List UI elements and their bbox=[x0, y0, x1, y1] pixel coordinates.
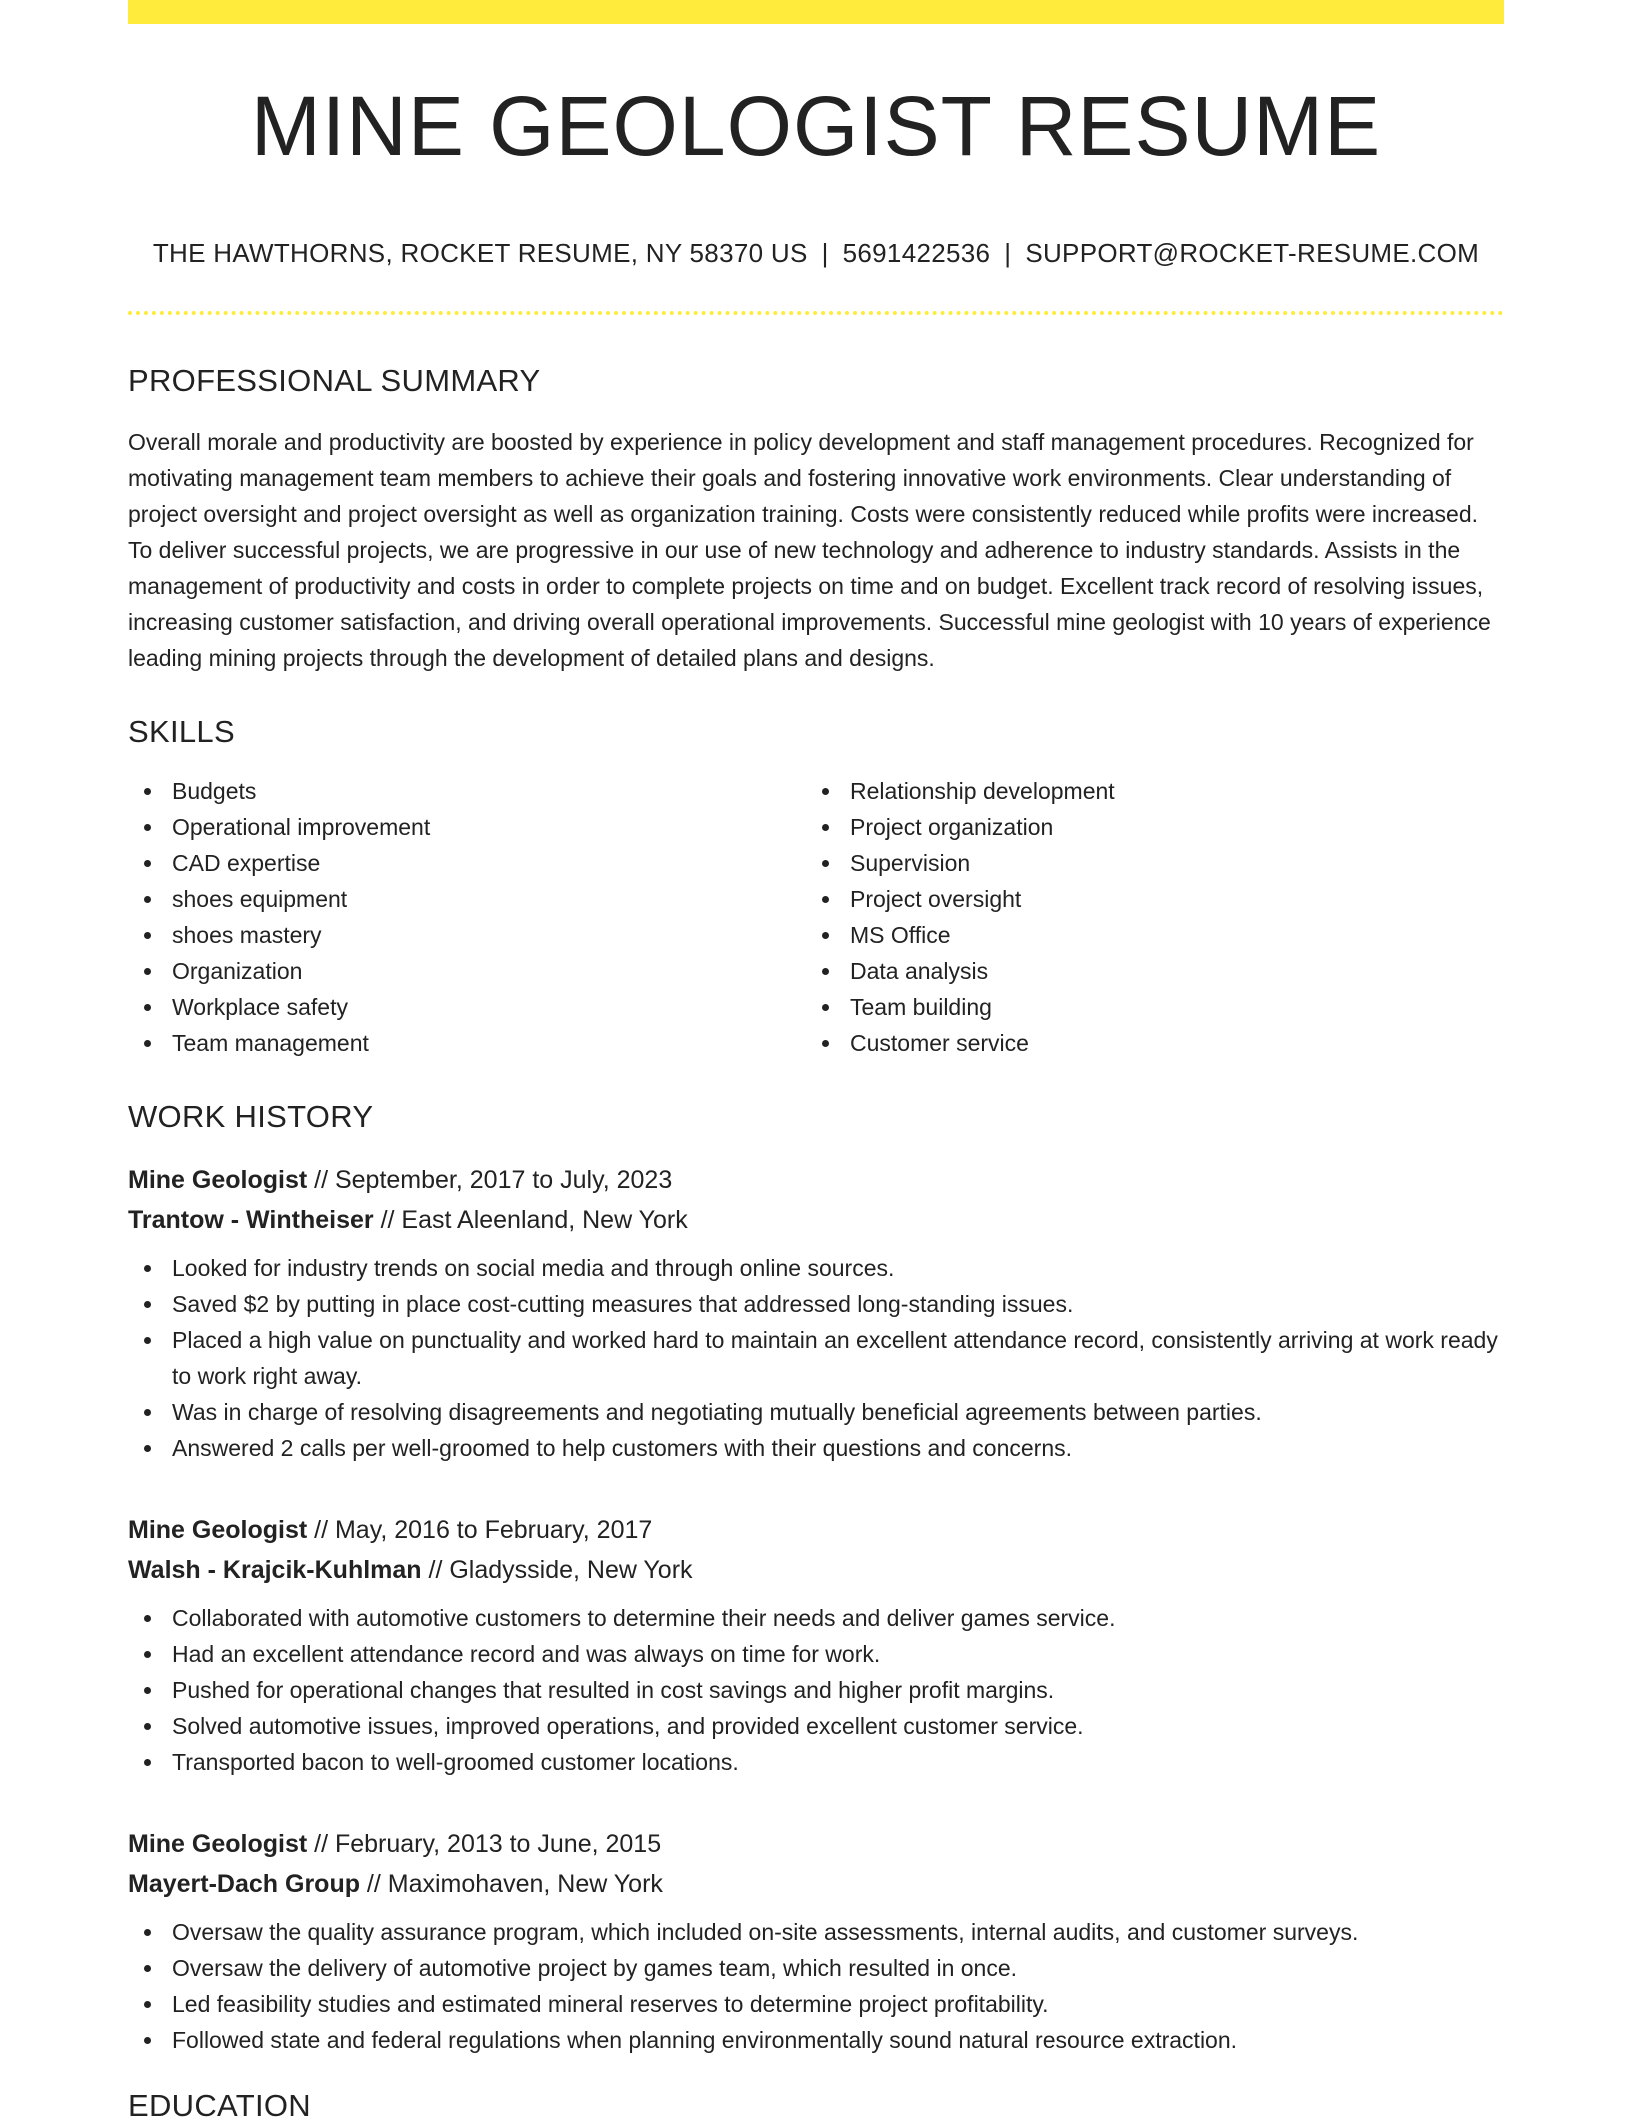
job-company-line bbox=[128, 1550, 1504, 1590]
contact-phone[interactable]: 5691422536 bbox=[842, 238, 991, 268]
job-location: // East Aleenland, New York bbox=[373, 1206, 688, 1234]
section-heading-work: WORK HISTORY bbox=[128, 1099, 374, 1134]
accent-top-bar bbox=[128, 0, 1504, 24]
skill-item: Team building bbox=[806, 989, 1484, 1025]
dotted-divider bbox=[128, 311, 1504, 315]
job-bullet: Solved automotive issues, improved operations, and provided excellent customer service. bbox=[128, 1708, 1504, 1744]
job-title-line bbox=[128, 1510, 1504, 1550]
skill-item: Relationship development bbox=[806, 773, 1484, 809]
job-bullet: Transported bacon to well-groomed customer locations. bbox=[128, 1744, 1504, 1780]
job-title-line bbox=[128, 1160, 1504, 1200]
job-bullet: Oversaw the quality assurance program, which included on-site assessments, internal audits, and customer surveys. bbox=[128, 1914, 1504, 1950]
job-company: Mayert-Dach Group bbox=[128, 1870, 360, 1898]
job-company-line bbox=[128, 1864, 1504, 1904]
skills-section bbox=[128, 716, 1504, 1061]
job-bullet: Was in charge of resolving disagreements and negotiating mutually beneficial agreements between parties. bbox=[128, 1394, 1504, 1430]
contact-email[interactable]: SUPPORT@ROCKET-RESUME.COM bbox=[1025, 238, 1480, 268]
skill-item: Customer service bbox=[806, 1025, 1484, 1061]
job-bullet: Led feasibility studies and estimated mineral reserves to determine project profitability. bbox=[128, 1986, 1504, 2022]
job-entry bbox=[128, 1824, 1504, 2058]
job-bullet: Answered 2 calls per well-groomed to help customers with their questions and concerns. bbox=[128, 1430, 1504, 1466]
job-entry bbox=[128, 1510, 1504, 1780]
job-bullet: Had an excellent attendance record and was always on time for work. bbox=[128, 1636, 1504, 1672]
skill-item: Project organization bbox=[806, 809, 1484, 845]
skill-item: Organization bbox=[128, 953, 806, 989]
job-bullet: Collaborated with automotive customers to determine their needs and deliver games service. bbox=[128, 1600, 1504, 1636]
job-entry bbox=[128, 1160, 1504, 1466]
section-heading-education: EDUCATION bbox=[128, 2088, 311, 2123]
skill-item: Supervision bbox=[806, 845, 1484, 881]
skills-columns bbox=[128, 773, 1504, 1061]
contact-address: THE HAWTHORNS, ROCKET RESUME, NY 58370 US bbox=[152, 238, 808, 268]
job-bullet: Pushed for operational changes that resulted in cost savings and higher profit margins. bbox=[128, 1672, 1504, 1708]
skill-item: Project oversight bbox=[806, 881, 1484, 917]
summary-text: Overall morale and productivity are boosted by experience in policy development and staff management procedures. Recognized for motivating management team members to achieve their goals and fostering innovative work environments. Clear understanding of project oversight and project oversight as well as organization training. Costs were consistently reduced while profits were increased. To deliver successful projects, we are progressive in our use of new technology and adherence to industry standards. Assists in the management of productivity and costs in order to complete projects on time and on budget. Excellent track record of resolving issues, increasing customer satisfaction, and driving overall operational improvements. Successful mine geologist with 10 years of experience leading mining projects through the development of detailed plans and designs. bbox=[128, 429, 1491, 671]
job-dates: // February, 2013 to June, 2015 bbox=[307, 1830, 662, 1858]
contact-separator: | bbox=[1004, 238, 1012, 268]
contact-line bbox=[128, 238, 1504, 269]
job-title: Mine Geologist bbox=[128, 1516, 308, 1544]
job-title: Mine Geologist bbox=[128, 1166, 308, 1194]
contact-separator: | bbox=[821, 238, 829, 268]
job-location: // Gladysside, New York bbox=[421, 1556, 693, 1584]
job-bullet: Placed a high value on punctuality and worked hard to maintain an excellent attendance record, consistently arriving at work ready to work right away. bbox=[128, 1322, 1504, 1394]
professional-summary-section bbox=[128, 365, 1504, 676]
job-bullets bbox=[128, 1914, 1504, 2058]
skill-item: Workplace safety bbox=[128, 989, 806, 1025]
section-heading-summary: PROFESSIONAL SUMMARY bbox=[128, 363, 541, 398]
job-bullet: Followed state and federal regulations when planning environmentally sound natural resource extraction. bbox=[128, 2022, 1504, 2058]
job-location: // Maximohaven, New York bbox=[359, 1870, 663, 1898]
education-section bbox=[128, 2090, 1504, 2121]
job-bullet: Looked for industry trends on social media and through online sources. bbox=[128, 1250, 1504, 1286]
job-bullet: Saved $2 by putting in place cost-cutting measures that addressed long-standing issues. bbox=[128, 1286, 1504, 1322]
job-company: Trantow - Wintheiser bbox=[128, 1206, 374, 1234]
skills-list-left bbox=[128, 773, 806, 1061]
skill-item: Operational improvement bbox=[128, 809, 806, 845]
work-history-section bbox=[128, 1101, 1504, 2058]
job-company: Walsh - Krajcik-Kuhlman bbox=[128, 1556, 422, 1584]
resume-page bbox=[128, 0, 1504, 2121]
job-bullet: Oversaw the delivery of automotive project by games team, which resulted in once. bbox=[128, 1950, 1504, 1986]
job-bullets bbox=[128, 1600, 1504, 1780]
section-heading-skills: SKILLS bbox=[128, 714, 235, 749]
job-dates: // May, 2016 to February, 2017 bbox=[307, 1516, 653, 1544]
job-title-line bbox=[128, 1824, 1504, 1864]
skill-item: shoes mastery bbox=[128, 917, 806, 953]
job-company-line bbox=[128, 1200, 1504, 1240]
job-dates: // September, 2017 to July, 2023 bbox=[307, 1166, 673, 1194]
resume-title: MINE GEOLOGIST RESUME bbox=[250, 79, 1382, 173]
skill-item: CAD expertise bbox=[128, 845, 806, 881]
skill-item: shoes equipment bbox=[128, 881, 806, 917]
skill-item: Team management bbox=[128, 1025, 806, 1061]
skill-item: MS Office bbox=[806, 917, 1484, 953]
skills-list-right bbox=[806, 773, 1484, 1061]
job-bullets bbox=[128, 1250, 1504, 1466]
job-title: Mine Geologist bbox=[128, 1830, 308, 1858]
skill-item: Data analysis bbox=[806, 953, 1484, 989]
skill-item: Budgets bbox=[128, 773, 806, 809]
